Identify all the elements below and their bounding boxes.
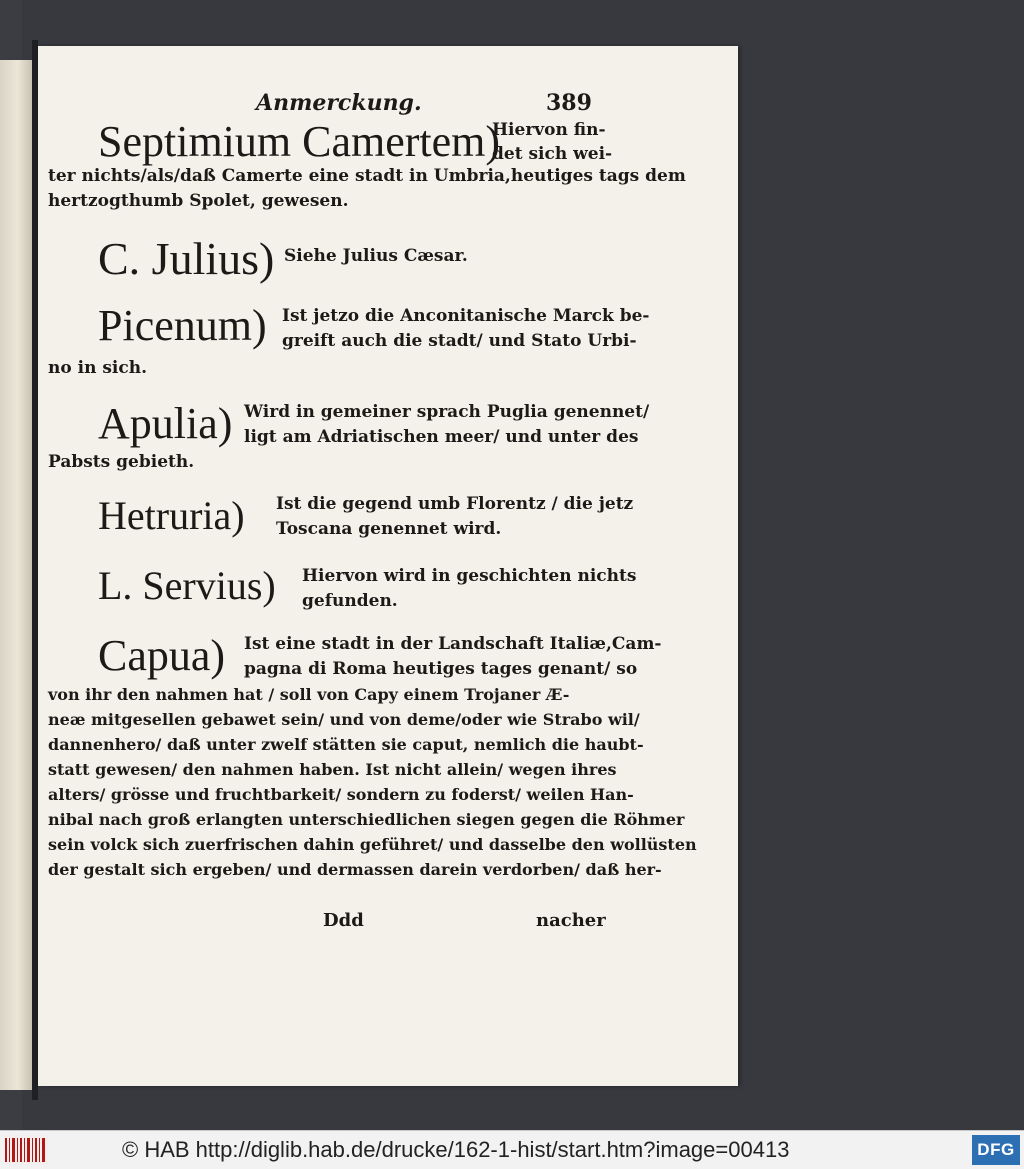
running-head: Anmerckung. [256,90,422,116]
gloss-body [48,356,147,381]
dfg-logo: DFG [972,1135,1020,1165]
gloss-line: der gestalt sich ergeben/ und dermassen darein verdorben/ daß her- [48,860,662,879]
gloss-line: neæ mitgesellen gebawet sein/ und von deme/oder wie Strabo wil/ [48,710,640,729]
gloss-line: von ihr den nahmen hat / soll von Capy einem Trojaner Æ- [48,685,570,704]
headword: Septimium Camertem) [98,117,501,166]
headword: Capua) [98,631,226,680]
gloss-line: gefunden. [302,591,398,611]
gloss-line: Pabsts gebieth. [48,452,195,472]
gloss-line: sein volck sich zuerfrischen dahin geführet/ und dasselbe den wollüsten [48,835,697,854]
gloss-line: no in sich. [48,358,148,378]
gloss-intro [302,564,636,614]
headword: Hetruria) [98,493,245,538]
hab-barcode-icon [4,1135,48,1165]
scanned-page [38,46,738,1086]
gloss-line: alters/ grösse und fruchtbarkeit/ sondern zu foderst/ weilen Han- [48,785,634,804]
headword: Picenum) [98,301,267,350]
gloss-intro [244,632,662,682]
gloss-line: det sich wei- [492,144,613,164]
headword: C. Julius) [98,233,275,284]
gloss-line: Wird in gemeiner sprach Puglia genennet/ [244,402,650,422]
gloss-intro [282,304,649,354]
gloss-line: ligt am Adriatischen meer/ und unter des [244,427,639,447]
page-number: 389 [546,90,592,116]
gloss-intro [276,492,633,542]
gloss-line: Toscana genennet wird. [276,519,502,539]
gloss-line: Ist die gegend umb Florentz / die jetz [276,494,634,514]
gloss-body [48,164,686,214]
gloss-line: dannenhero/ daß unter zwelf stätten sie caput, nemlich die haubt- [48,735,644,754]
gloss-line: Ist jetzo die Anconitanische Marck be- [282,306,650,326]
gloss-line: Ist eine stadt in der Landschaft Italiæ,Cam- [244,634,662,654]
signature-mark: Ddd [323,910,364,931]
gloss-intro [244,400,649,450]
facing-page-edge [0,60,32,1090]
page-foot [38,910,738,940]
gloss-line: pagna di Roma heutiges tages genant/ so [244,659,638,679]
source-url-link[interactable]: © HAB http://diglib.hab.de/drucke/162-1-hist/start.htm?image=00413 [122,1137,790,1162]
gloss-body [48,682,697,882]
headword: Apulia) [98,399,233,448]
gloss-line: hertzogthumb Spolet, gewesen. [48,191,349,211]
footer-bar [0,1130,1024,1169]
gloss-line: statt gewesen/ den nahmen haben. Ist nicht allein/ wegen ihres [48,760,617,779]
gloss-intro [284,244,468,269]
headword: L. Servius) [98,563,276,608]
catchword: nacher [536,910,606,931]
gloss-line: Hiervon fin- [492,120,606,140]
gloss-line: nibal nach groß erlangten unterschiedlichen siegen gegen die Röhmer [48,810,685,829]
gloss-line: Hiervon wird in geschichten nichts [302,566,637,586]
gloss-body [48,450,194,475]
gloss-line: ter nichts/als/daß Camerte eine stadt in Umbria,heutiges tags dem [48,166,686,186]
gloss-line: Siehe Julius Cæsar. [284,246,468,266]
gloss-intro [492,118,612,166]
gloss-line: greift auch die stadt/ und Stato Urbi- [282,331,637,351]
